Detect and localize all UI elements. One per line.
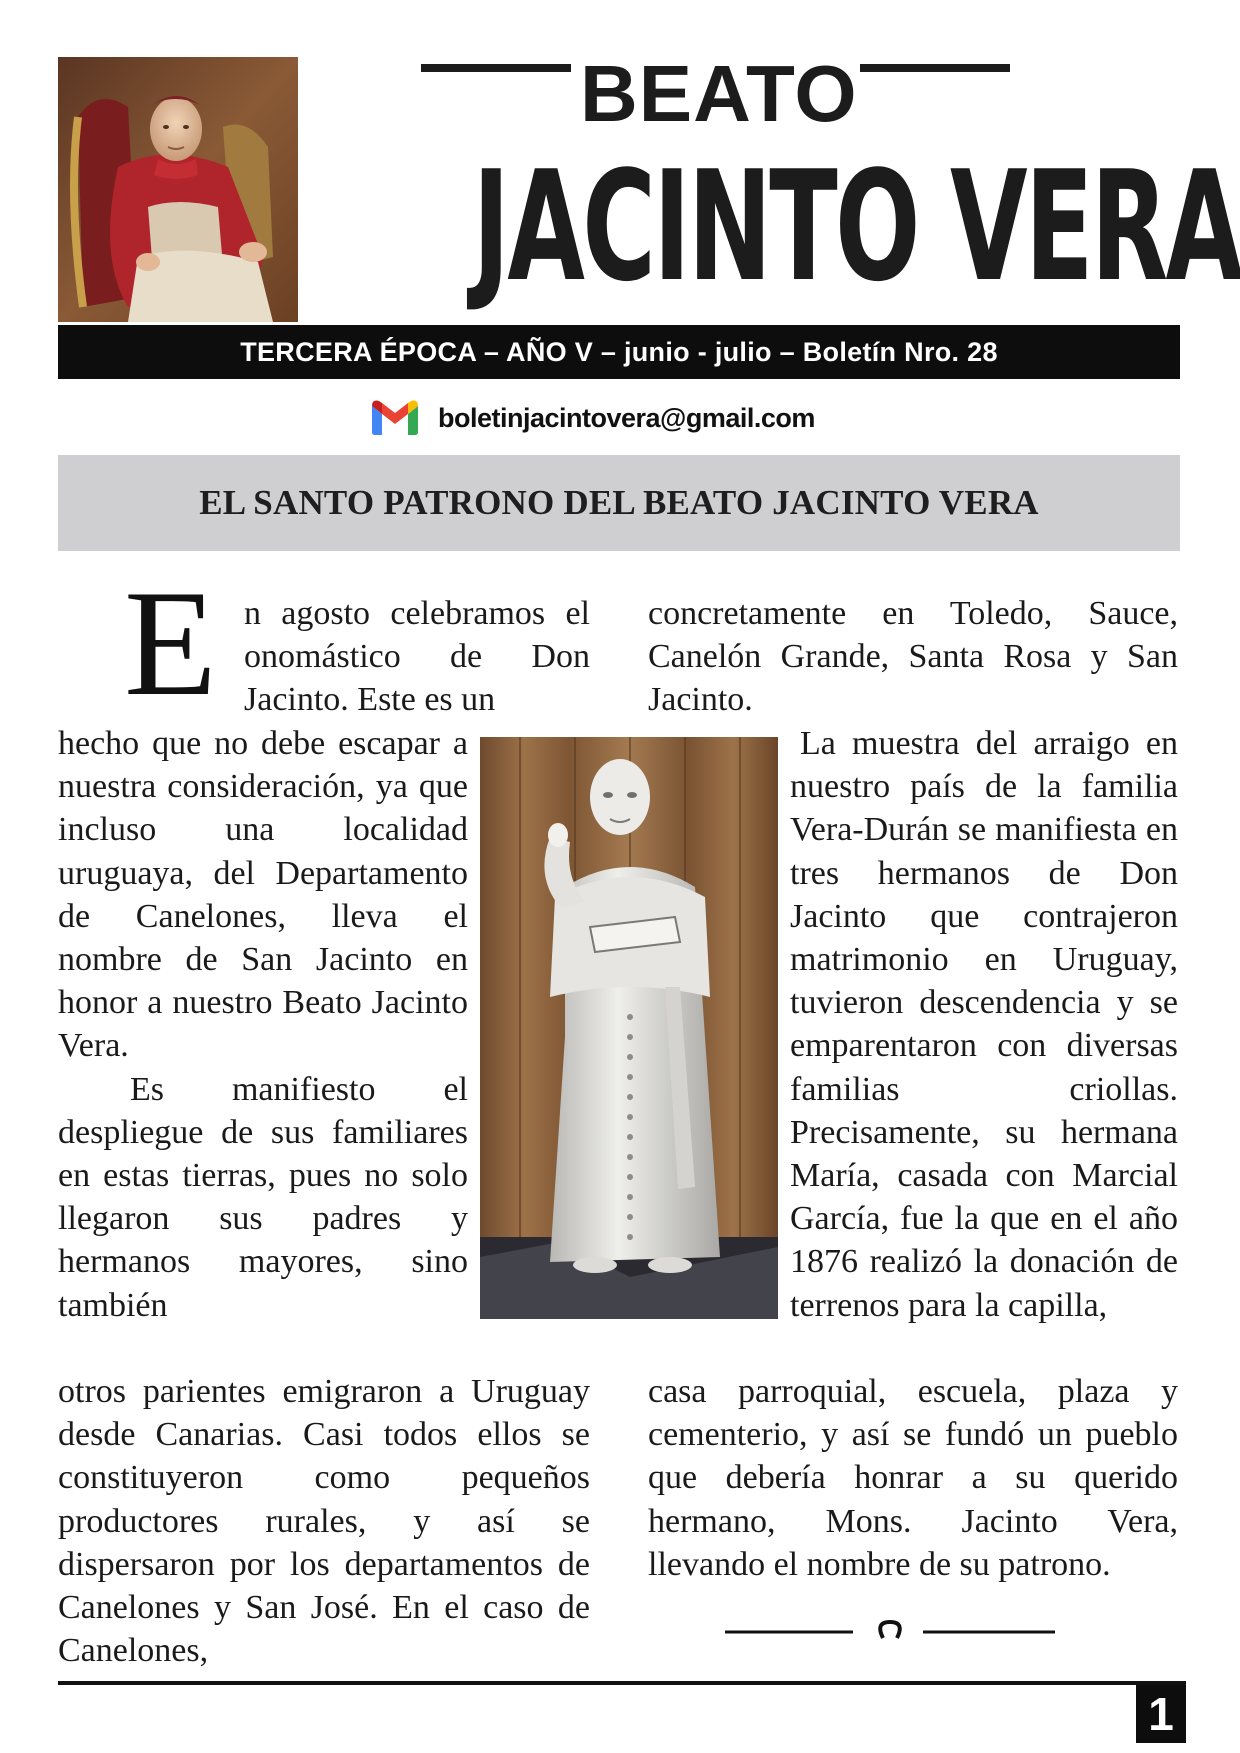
left-column-bottom [58,1370,590,1672]
paragraph-1: hecho que no debe escapar a nuestra consideración, ya que incluso una localidad uruguaya, del Departamento de Canelones, lleva el nombre de San Jacinto en honor a nuestro Beato Jacinto Vera. [58,725,468,1065]
left-column-intro [244,592,590,722]
end-ornament [725,1616,1055,1646]
paragraph-3-continued: casa parroquial, escuela, plaza y cementerio, y así se fundó un pueblo que debería honrar a su querido hermano, Mons. Jacinto Vera, llevando el nombre de su patrono. [648,1373,1178,1583]
right-column-middle [790,722,1178,1327]
drop-cap: E [124,559,217,727]
left-column-middle [58,722,468,1327]
edition-bar: TERCERA ÉPOCA – AÑO V – junio - julio – Boletín Nro. 28 [58,325,1180,379]
title-kicker: BEATO [580,49,858,138]
portrait-painting [58,57,298,322]
contact-email[interactable]: boletinjacintovera@gmail.com [438,403,815,433]
page-number: 1 [1136,1685,1186,1743]
right-column-top [648,592,1178,722]
paragraph-3: La muestra del arraigo en nuestro país de la familia Vera-Durán se manifiesta en tres hermanos de Don Jacinto que contrajeron matrimonio en Uruguay, tuvieron descendencia y se emparentaron con diversas familias criollas. Precisamente, su hermana María, casada con Marcial García, fue la que en el año 1876 realizó la donación de terrenos para la capilla, [790,725,1178,1324]
footer-rule [58,1681,1186,1685]
right-column-bottom [648,1370,1178,1586]
contact-email-row [370,398,850,438]
gmail-icon [370,398,420,441]
statue-photo [480,737,778,1319]
paragraph-2-end: concretamente en Toledo, Sauce, Canelón Grande, Santa Rosa y San Jacinto. [648,595,1178,719]
title-rule-right [860,64,1010,72]
paragraph-2: Es manifiesto el despliegue de sus familiares en estas tierras, pues no solo llegaron sus padres y hermanos mayores, sino también [58,1070,468,1324]
article-heading: EL SANTO PATRONO DEL BEATO JACINTO VERA [58,455,1180,551]
paragraph-2-continued: otros parientes emigraron a Uruguay desde Canarias. Casi todos ellos se constituyeron como pequeños productores rurales, y así se dispersaron por los departamentos de Canelones y San José. En el caso de Canelones, [58,1373,590,1670]
intro-text: n agosto celebramos el onomástico de Don Jacinto. Este es un [244,595,590,719]
title-rule-left [421,64,571,72]
masthead-title: JACINTO VERA [472,138,1240,315]
